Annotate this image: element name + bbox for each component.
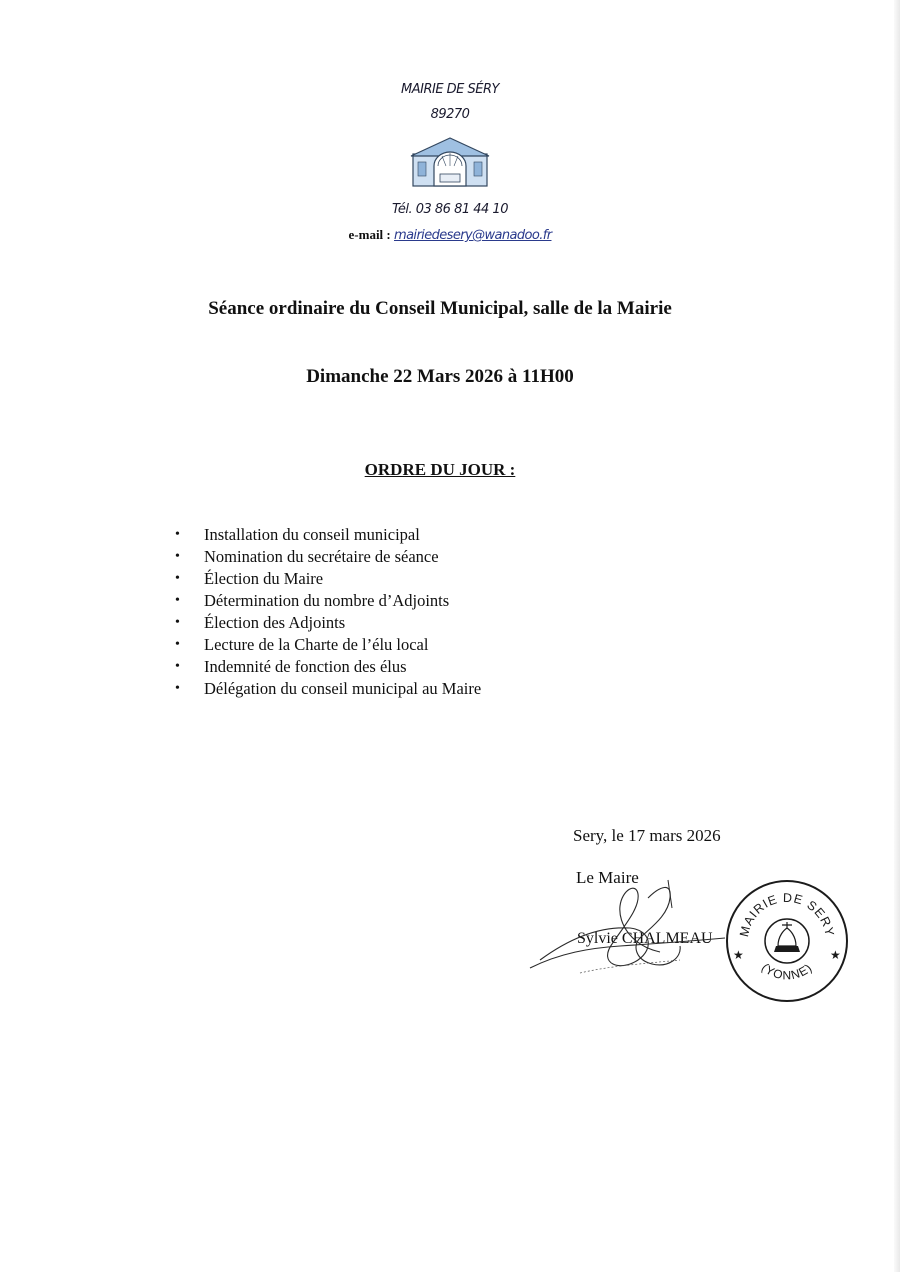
stamp-emblem xyxy=(774,922,800,952)
email-link[interactable]: mairiedesery@wanadoo.fr xyxy=(394,228,552,243)
agenda-item-label: Délégation du conseil municipal au Maire xyxy=(204,679,482,698)
place-and-date: Sery, le 17 mars 2026 xyxy=(573,826,721,845)
agenda-item xyxy=(175,568,481,590)
bullet: • xyxy=(175,681,180,696)
agenda-heading: ORDRE DU JOUR : xyxy=(364,460,516,479)
agenda-item-label: Lecture de la Charte de l’élu local xyxy=(204,635,429,654)
agenda-item xyxy=(175,634,481,656)
agenda-list xyxy=(175,524,481,700)
town-hall-building-logo xyxy=(410,136,490,188)
letterhead xyxy=(300,78,600,243)
bullet: • xyxy=(175,527,180,542)
bullet: • xyxy=(175,659,180,674)
official-stamp xyxy=(724,878,850,1004)
email-label: e-mail : xyxy=(348,227,391,242)
agenda-item xyxy=(175,546,481,568)
meeting-title: Séance ordinaire du Conseil Municipal, salle de la Mairie xyxy=(208,298,672,319)
handwritten-signature xyxy=(520,868,740,988)
agenda-item-label: Détermination du nombre d’Adjoints xyxy=(204,591,450,610)
agenda-item-label: Élection du Maire xyxy=(204,569,324,588)
agenda-item xyxy=(175,656,481,678)
agenda-item xyxy=(175,524,481,546)
agenda-item-label: Installation du conseil municipal xyxy=(204,525,420,544)
postal-code: 89270 xyxy=(430,107,470,122)
email-row xyxy=(300,227,600,243)
stamp-star-left: ★ xyxy=(733,948,744,962)
agenda-item xyxy=(175,678,481,700)
bullet: • xyxy=(175,615,180,630)
stamp-top-text: MAIRIE DE SERY xyxy=(737,890,837,939)
bullet: • xyxy=(175,637,180,652)
page-edge-shadow xyxy=(894,0,900,1272)
bullet: • xyxy=(175,549,180,564)
stamp-bottom-text: (YONNE) xyxy=(758,960,816,983)
phone-number: Tél. 03 86 81 44 10 xyxy=(392,202,508,217)
agenda-item-label: Indemnité de fonction des élus xyxy=(204,657,407,676)
agenda-item-label: Nomination du secrétaire de séance xyxy=(204,547,439,566)
stamp-star-right: ★ xyxy=(830,948,841,962)
town-hall-name: MAIRIE DE SÉRY xyxy=(401,82,499,97)
bullet: • xyxy=(175,571,180,586)
agenda-item xyxy=(175,612,481,634)
agenda-item-label: Élection des Adjoints xyxy=(204,613,346,632)
mayor-title: Le Maire xyxy=(576,868,639,887)
meeting-date: Dimanche 22 Mars 2026 à 11H00 xyxy=(306,366,574,387)
mayor-name: Sylvie CHALMEAU xyxy=(577,930,713,947)
agenda-item xyxy=(175,590,481,612)
bullet: • xyxy=(175,593,180,608)
